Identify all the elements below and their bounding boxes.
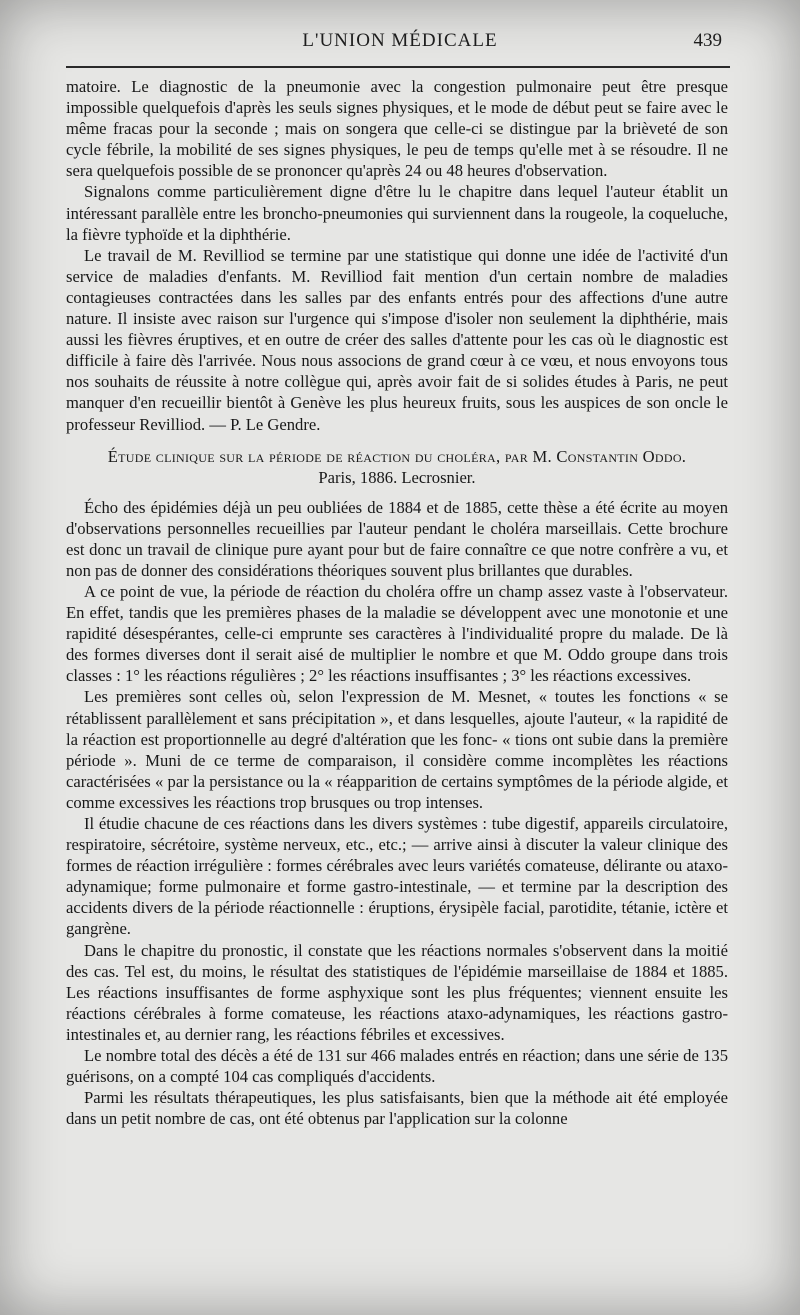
page-header: [66, 30, 734, 60]
paragraph: Signalons comme particulièrement digne d'être lu le chapitre dans lequel l'auteur établit un intéressant parallèle entre les broncho-pneumonies qui surviennent dans la rougeole, la coqueluche, la fièvre typhoïde et la diphthérie.: [66, 182, 728, 244]
paragraph: Dans le chapitre du pronostic, il constate que les réactions normales s'observent dans la moitié des cas. Tel est, du moins, le résultat des statistiques de l'épidémie marseillaise de 1884 et 1885. Les réactions insuffisantes de forme asphyxique sont les plus fréquentes; viennent ensuite les réactions cérébrales à forme comateuse, les réactions ataxo-adynamiques, les réactions gastro-intestinales et, au dernier rang, les réactions fébriles et excessives.: [66, 940, 728, 1044]
paragraph: A ce point de vue, la période de réaction du choléra offre un champ assez vaste à l'observateur. En effet, tandis que les premières phases de la maladie se développent avec une monotonie et une rapidité désespérantes, celle-ci emprunte ses caractères à l'individualité propre du malade. De là des formes diverses dont il serait aisé de multiplier le nombre et que M. Oddo groupe dans trois classes : 1° les réactions régulières ; 2° les réactions insuffisantes ; 3° les réactions excessives.: [66, 581, 728, 686]
paragraph: Écho des épidémies déjà un peu oubliées de 1884 et de 1885, cette thèse a été écrite au moyen d'observations personnelles recueillies par l'auteur pendant le choléra marseillais. Cette brochure est donc un travail de clinique pure ayant pour but de faire connaître ce que notre confrère a vu, et non pas de donner des considérations théoriques souvent plus brillantes que durables.: [66, 497, 728, 580]
review-publication: Paris, 1886. Lecrosnier.: [318, 467, 476, 487]
header-rule: [66, 66, 730, 68]
paragraph: matoire. Le diagnostic de la pneumonie avec la congestion pulmonaire peut être presque impossible quelquefois d'après les seuls signes physiques, et le mode de début peut se faire avec le même fracas pour la seconde ; mais on songera que celle-ci se distingue par la brièveté de son cycle fébrile, la mobilité de ses signes physiques, le peu de temps qu'elle met à se résoudre. Il ne sera quelquefois possible de se prononcer qu'après 24 ou 48 heures d'observation.: [66, 77, 728, 181]
paragraph: Parmi les résultats thérapeutiques, les plus satisfaisants, bien que la méthode ait été employée dans un petit nombre de cas, ont été obtenus par l'application sur la colonne: [66, 1088, 728, 1129]
paragraph: Le travail de M. Revilliod se termine par une statistique qui donne une idée de l'activité d'un service de maladies d'enfants. M. Revilliod fait mention d'un certain nombre de maladies contagieuses contractées dans les salles par des enfants entrés pour des affections d'une autre nature. Il insiste avec raison sur l'urgence qui s'impose d'isoler non seulement la diphthérie, mais aussi les fièvres éruptives, et en outre de créer des salles d'attente pour les cas où le diagnostic est difficile à faire dès l'arrivée. Nous nous associons de grand cœur à ce vœu, et nous envoyons tous nos souhaits de réussite à notre collègue qui, après avoir fait de si solides études à Paris, ne peut manquer d'en recueillir bientôt à Genève les plus heureux fruits, sous les auspices de son oncle le professeur Revilliod. — P. Le Gendre.: [66, 245, 728, 434]
paragraph: Le nombre total des décès a été de 131 sur 466 malades entrés en réaction; dans une série de 135 guérisons, on a compté 104 cas compliqués d'accidents.: [66, 1046, 728, 1087]
paragraph: Il étudie chacune de ces réactions dans les divers systèmes : tube digestif, appareils circulatoire, respiratoire, sécrétoire, système nerveux, etc., etc.; — arrive ainsi à discuter la valeur clinique des formes de réaction irrégulière : formes cérébrales avec leurs variétés comateuse, délirante ou ataxo-adynamique; forme pulmonaire et forme gastro-intestinale, — et termine par la description des accidents divers de la période réactionnelle : éruptions, érysipèle facial, parotidite, tétanie, ictère et gangrène.: [66, 814, 728, 939]
review-heading: [66, 446, 728, 488]
paragraph: Les premières sont celles où, selon l'expression de M. Mesnet, « toutes les fonctions « se rétablissent parallèlement et sans précipitation », et dans lesquelles, ajoute l'auteur, « la rapidité de la réaction est proportionnelle au degré d'altération que les fonc- « tions ont subie dans la première période ». Muni de ce terme de comparaison, il considère comme incomplètes les réactions caractérisées « par la persistance ou la « réapparition de certains symptômes de la période algide, et comme excessives les réactions trop brusques ou trop intenses.: [66, 687, 728, 812]
article-body: [66, 76, 728, 1129]
review-title: Étude clinique sur la période de réaction du choléra, par M. Constantin Oddo.: [107, 446, 687, 466]
page-number: 439: [693, 30, 722, 51]
running-title: L'UNION MÉDICALE: [302, 30, 498, 51]
